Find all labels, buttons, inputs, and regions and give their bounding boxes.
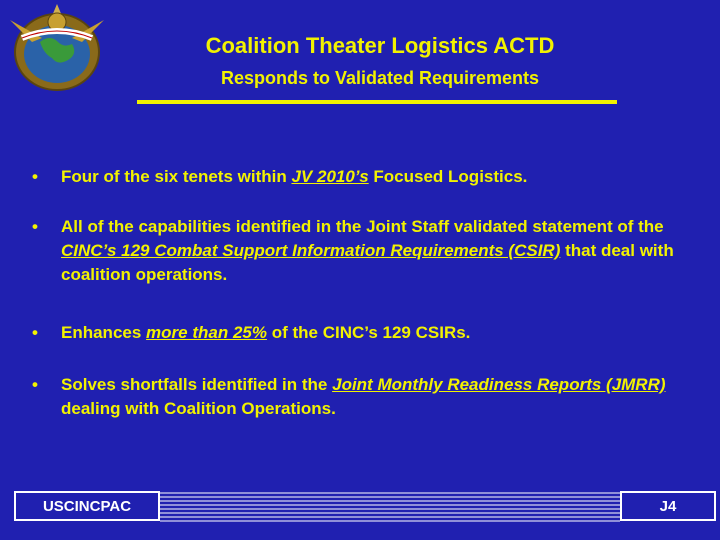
bullet-marker: • [32,217,38,236]
bullet-item-csirs-percent [30,321,720,345]
footer-organization-label: USCINCPAC [14,491,160,521]
footer-office-label: J4 [620,491,716,521]
emphasis-link: JV 2010’s [291,167,369,186]
uscincpac-seal-logo [2,2,112,94]
bullet-marker: • [32,167,38,186]
bullet-marker: • [32,375,38,394]
bullet-text: Focused Logistics. [368,167,528,186]
bullet-text: Solves shortfalls identified in the [61,375,333,394]
bullet-text: of the CINC’s 129 CSIRs. [266,323,471,342]
bullet-item-jmrr [30,373,711,421]
emphasis-link: Joint Monthly Readiness Reports (JMRR) [332,375,666,394]
title-underline-rule [137,100,617,104]
bullet-marker: • [32,323,38,342]
footer-rules [160,490,620,522]
emphasis-link: more than 25% [146,323,267,342]
bullet-item-csir [30,215,691,287]
bullet-text: All of the capabilities identified in the Joint Staff validated statement of the [61,217,664,236]
slide-subtitle: Responds to Validated Requirements [220,68,540,88]
bullet-text: Four of the six tenets within [61,167,292,186]
emphasis-link: CINC’s 129 Combat Support Information Requirements (CSIR) [61,241,561,260]
bullet-text: Enhances [61,323,147,342]
bullet-text: that deal with coalition operations. [61,241,674,284]
slide-title: Coalition Theater Logistics ACTD [205,33,555,58]
bullet-text: dealing with Coalition Operations. [61,399,336,418]
bullet-item-focused-logistics [30,165,720,189]
